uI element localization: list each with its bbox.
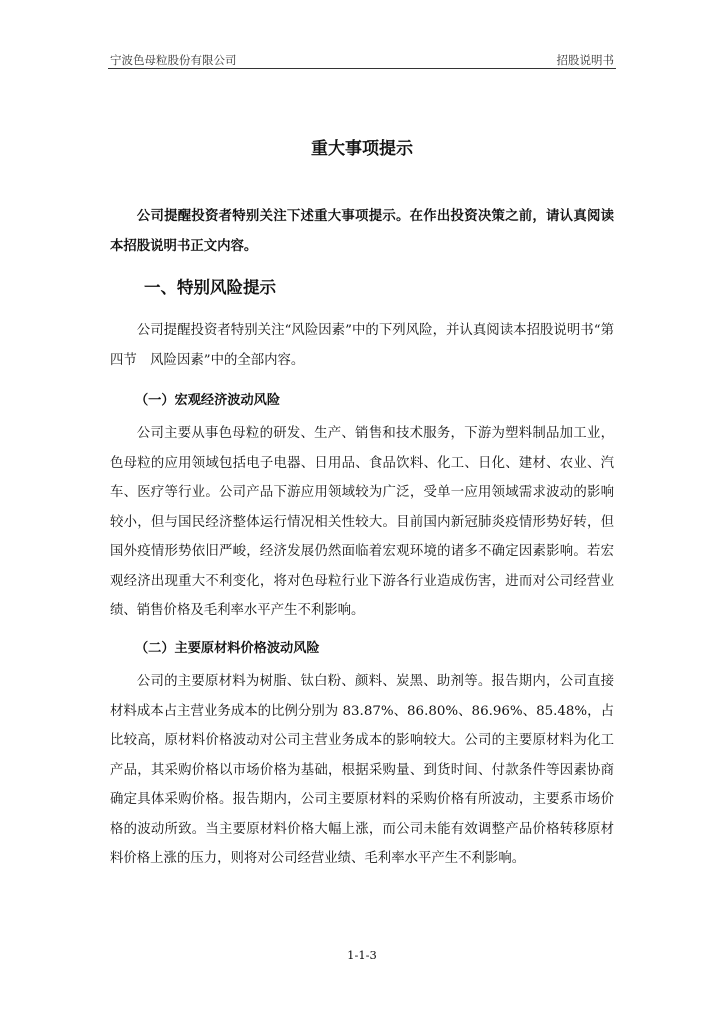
- section-paragraph: 公司提醒投资者特别关注“风险因素”中的下列风险，并认真阅读本招股说明书“第四节 风险因素”中的全部内容。: [110, 323, 614, 368]
- subsection-paragraph-1: 公司主要从事色母粒的研发、生产、销售和技术服务，下游为塑料制品加工业，色母粒的应用领域包括电子电器、日用品、食品饮料、化工、日化、建材、农业、汽车、医疗等行业。公司产品下游应用领域较为广泛，受单一应用领域需求波动的影响较小，但与国民经济整体运行情况相关性较大。目前国内新冠肺炎疫情形势好转，但国外疫情形势依旧严峻，经济发展仍然面临着宏观环境的诸多不确定因素影响。若宏观经济出现重大不利变化，将对色母粒行业下游各行业造成伤害，进而对公司经营业绩、销售价格及毛利率水平产生不利影响。: [110, 426, 614, 618]
- page-title: 重大事项提示: [311, 139, 413, 159]
- subsection-heading-1: （一）宏观经济波动风险: [135, 393, 281, 408]
- intro-paragraph: 公司提醒投资者特别关注下述重大事项提示。在作出投资决策之前，请认真阅读本招股说明书正文内容。: [110, 209, 614, 254]
- page-header: [110, 52, 614, 68]
- section-heading: 一、特别风险提示: [144, 278, 276, 297]
- subsection-paragraph-2: 公司的主要原材料为树脂、钛白粉、颜料、炭黑、助剂等。报告期内，公司直接材料成本占主营业务成本的比例分别为 83.87%、86.80%、86.96%、85.48%，占比较高，原材料价格波动对公司主营业务成本的影响较大。公司的主要原材料为化工产品，其采购价格以市场价格为基础，根据采购量、到货时间、付款条件等因素协商确定具体采购价格。报告期内，公司主要原材料的采购价格有所波动，主要系市场价格的波动所致。当主要原材料价格大幅上涨，而公司未能有效调整产品价格转移原材料价格上涨的压力，则将对公司经营业绩、毛利率水平产生不利影响。: [110, 674, 614, 866]
- header-doc-type: 招股说明书: [556, 53, 614, 67]
- subsection-heading-2: （二）主要原材料价格波动风险: [135, 641, 320, 656]
- header-company: 宁波色母粒股份有限公司: [110, 53, 237, 67]
- page-number: 1-1-3: [347, 948, 377, 962]
- header-divider: [108, 68, 616, 69]
